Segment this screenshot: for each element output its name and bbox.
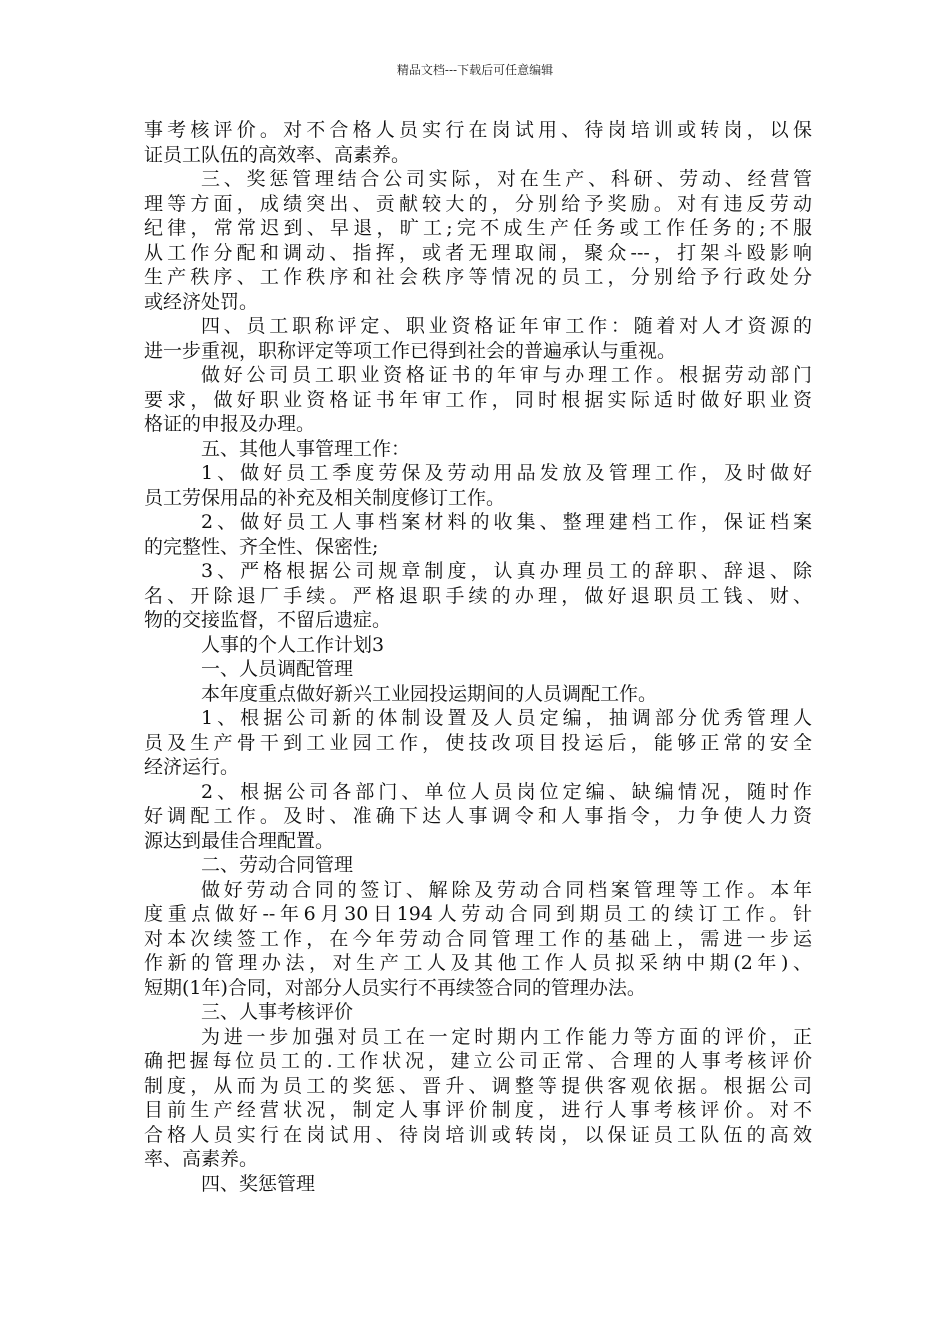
text-line: 三、人事考核评价 (201, 1001, 354, 1023)
text-line: 确把握每位员工的.工作状况，建立公司正常、合理的人事考核评价 (144, 1050, 812, 1072)
text-line: 做好劳动合同的签订、解除及劳动合同档案管理等工作。本年 (201, 878, 812, 901)
text-line: 或经济处罚。 (144, 290, 259, 313)
text-line: 三、奖惩管理结合公司实际，对在生产、科研、劳动、经营管 (201, 168, 812, 190)
text-line: 四、员工职称评定、职业资格证年审工作：随着对人才资源的 (201, 315, 812, 337)
text-line: 1、根据公司新的体制设置及人员定编，抽调部分优秀管理人 (201, 707, 812, 729)
text-line: 制度，从而为员工的奖惩、晋升、调整等提供客观依据。根据公司 (144, 1074, 812, 1097)
text-line: 合格人员实行在岗试用、待岗培训或转岗，以保证员工队伍的高效 (144, 1123, 812, 1146)
text-line: 目前生产经营状况，制定人事评价制度，进行人事考核评价。对不 (144, 1099, 812, 1121)
text-line: 二、劳动合同管理 (201, 854, 354, 876)
text-line: 要求，做好职业资格证书年审工作，同时根据实际适时做好职业资 (144, 388, 812, 411)
text-line: 一、人员调配管理 (201, 658, 354, 680)
text-line: 好调配工作。及时、准确下达人事调令和人事指令，力争使人力资 (144, 805, 812, 827)
text-line: 作新的管理办法，对生产工人及其他工作人员拟采纳中期(2年)、 (144, 952, 812, 974)
text-line: 为进一步加强对员工在一定时期内工作能力等方面的评价，正 (201, 1025, 812, 1048)
text-line: 理等方面，成绩突出、贡献较大的，分别给予奖励。对有违反劳动 (144, 192, 812, 215)
text-line: 3、严格根据公司规章制度，认真办理员工的辞职、辞退、除 (201, 560, 812, 582)
document-body (144, 118, 812, 1196)
text-line: 率、高素养。 (144, 1148, 259, 1170)
text-line: 源达到最佳合理配置。 (144, 829, 335, 852)
text-line: 从工作分配和调动、指挥，或者无理取闹，聚众---，打架斗殴影响 (144, 241, 812, 264)
text-line: 度重点做好--年6月30日194人劳动合同到期员工的续订工作。针 (144, 903, 812, 925)
text-line: 经济运行。 (144, 756, 240, 778)
text-line: 名、开除退厂手续。严格退职手续的办理，做好退职员工钱、财、 (144, 584, 812, 607)
text-line: 做好公司员工职业资格证书的年审与办理工作。根据劳动部门 (201, 364, 812, 386)
text-line: 进一步重视，职称评定等项工作已得到社会的普遍承认与重视。 (144, 339, 677, 362)
page-header: 精品文档---下载后可任意编辑 (396, 63, 554, 77)
text-line: 生产秩序、工作秩序和社会秩序等情况的员工，分别给予行政处分 (144, 266, 812, 288)
text-line: 对本次续签工作，在今年劳动合同管理工作的基础上，需进一步运 (144, 927, 812, 950)
text-line: 人事的个人工作计划3 (201, 633, 385, 656)
text-line: 事考核评价。对不合格人员实行在岗试用、待岗培训或转岗，以保 (144, 119, 812, 141)
text-line: 本年度重点做好新兴工业园投运期间的人员调配工作。 (201, 682, 658, 705)
text-line: 短期(1年)合同，对部分人员实行不再续签合同的管理办法。 (144, 976, 646, 999)
text-line: 五、其他人事管理工作： (201, 437, 411, 460)
text-line: 员工劳保用品的补充及相关制度修订工作。 (144, 486, 506, 509)
text-line: 的完整性、齐全性、保密性; (144, 535, 379, 558)
text-line: 纪律，常常迟到、早退，旷工;完不成生产任务或工作任务的;不服 (144, 217, 812, 239)
text-line: 2、根据公司各部门、单位人员岗位定编、缺编情况，随时作 (201, 780, 812, 803)
text-line: 证员工队伍的高效率、高素养。 (144, 143, 411, 166)
text-line: 2、做好员工人事档案材料的收集、整理建档工作，保证档案 (201, 511, 812, 533)
text-line: 格证的申报及办理。 (144, 413, 316, 435)
text-line: 物的交接监督，不留后遗症。 (144, 609, 392, 631)
text-line: 员及生产骨干到工业园工作，使技改项目投运后，能够正常的安全 (144, 731, 812, 754)
text-line: 1、做好员工季度劳保及劳动用品发放及管理工作，及时做好 (201, 462, 812, 484)
text-line: 四、奖惩管理 (201, 1172, 316, 1195)
